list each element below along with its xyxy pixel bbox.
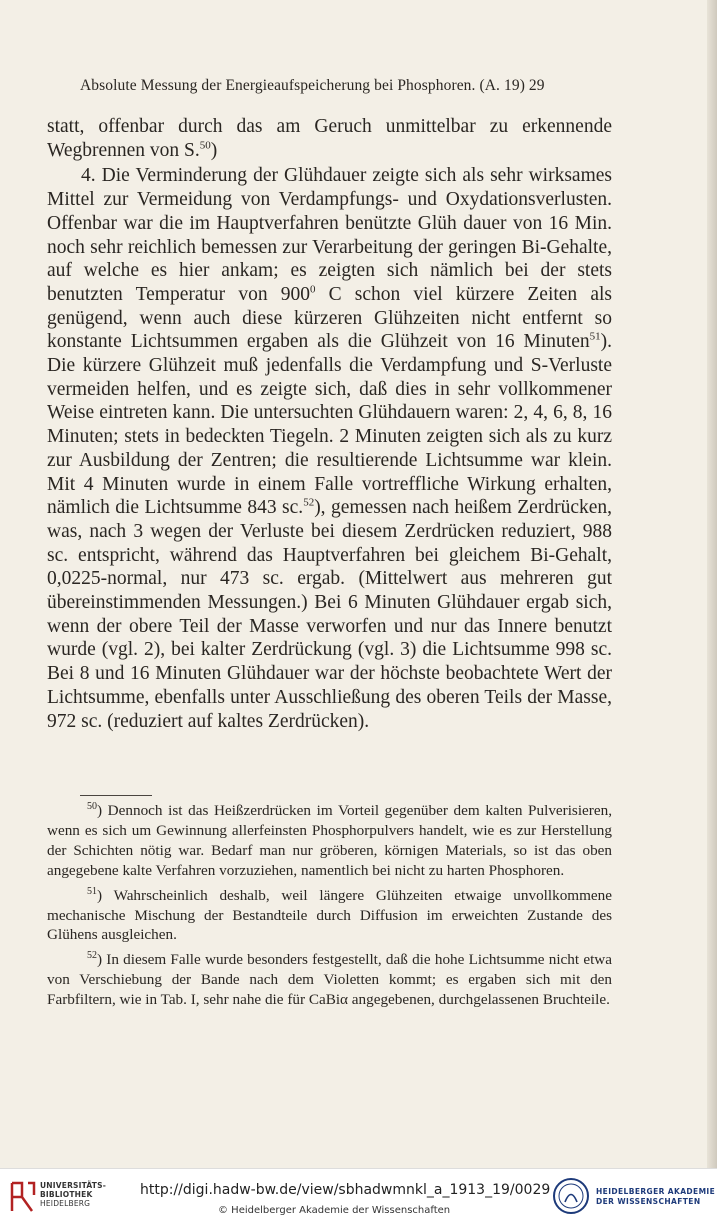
page-edge	[707, 0, 717, 1168]
academy-label: HEIDELBERGER AKADEMIE DER WISSENSCHAFTEN	[596, 1187, 716, 1206]
footnote-50: $^{50}$) Dennoch ist das Heißzerdrücken im Vorteil gegenüber dem kalten Pulverisieren, wenn es sich um Gewinnung allerfeinsten Phosphorpulvers handelt, wie es zur Herstellung der Schichten nötig war. Bedarf man nur gröberen, körnigen Materials, so ist das oben angegebene kalte Verfahren vorzuziehen, namentlich bei nicht zu harten Phosphoren.	[47, 800, 612, 879]
university-library-label: UNIVERSITÄTS- BIBLIOTHEK HEIDELBERG	[40, 1181, 107, 1208]
footer-bar	[0, 1168, 717, 1224]
university-library-logo-icon[interactable]	[8, 1179, 38, 1215]
footnotes	[47, 801, 612, 1015]
footnote-ref-50: 50	[199, 139, 211, 152]
main-text	[47, 115, 612, 733]
footnote-51: $^{51}$) Wahrscheinlich deshalb, weil längere Glühzeiten etwaige unvollkommene mechanische Mischung der Bestandteile durch Diffusion im erweichten Zustande des Glühens ausgleichen.	[47, 885, 612, 944]
paragraph-2: 4. Die Verminderung der Glühdauer zeigte sich als sehr wirksames Mittel zur Vermeidung von Verdampfungs- und Oxydationsverlusten. Offenbar war die im Hauptverfahren benützte Glüh dauer von 16 Min. noch sehr reichlich bemessen zur Verarbeitung der geringen Bi-Gehalte, auf welche es hier ankam; es zeigten sich nämlich bei der stets benutzten Temperatur von $900^0$ C schon viel kürzere Zeiten als genügend, wenn auch diese kürzeren Glühzeiten nicht entfernt so konstante Lichtsummen ergaben als die Glühzeit von 16 Minuten$^{51}$). Die kürzere Glühzeit muß jedenfalls die Verdampfung und S-Verluste vermeiden helfen, und es zeigte sich, daß dies in sehr vollkommener Weise eintreten kann. Die untersuchten Glühdauern waren: 2, 4, 6, 8, 16 Minuten; stets in bedeckten Tiegeln. 2 Minuten zeigten sich als zu kurz zur Ausbildung der Zentren; die resultierende Lichtsumme war klein. Mit 4 Minuten wurde in einem Falle vortreffliche Wirkung erhalten, nämlich die Lichtsumme 843 sc.$^{52}$), gemessen nach heißem Zerdrücken, was, nach 3 wegen der Verluste bei diesem Zerdrücken reduziert, 988 sc. entspricht, während das Hauptverfahren bei gleichem Bi-Gehalt, 0,0225-normal, nur 473 sc. ergab. (Mittelwert aus mehreren gut übereinstimmenden Messungen.) Bei 6 Minuten Glühdauer ergab sich, wenn der obere Teil der Masse verworfen und nur das Innere benutzt wurde (vgl. 2), bei kalter Zerdrückung (vgl. 3) die Lichtsumme 998 sc. Bei 8 und 16 Minuten Glühdauer war der höchste beobachtete Wert der Lichtsumme, ebenfalls unter Ausschließung des oberen Teils der Masse, 972 sc. (reduziert auf kaltes Zerdrücken).	[47, 165, 612, 732]
copyright-text: © Heidelberger Akademie der Wissenschaften	[218, 1205, 451, 1216]
degree-mark: 0	[309, 283, 316, 296]
footnote-52: $^{52}$) In diesem Falle wurde besonders festgestellt, daß die hohe Lichtsumme nicht etwa von Verschiebung der Bande nach dem Violetten kommt; es ergaben sich mit den Farbfiltern, wie in Tab. I, sehr nahe die für CaBiα angegebenen, durchgelassenen Bruchteile.	[47, 950, 612, 1009]
footnote-ref-51: 51	[589, 330, 601, 343]
footnote-ref-52: 52	[303, 496, 315, 509]
paragraph-1: statt, offenbar durch das am Geruch unmittelbar zu erkennende Wegbrennen von S.$^{50}$)	[47, 116, 612, 161]
running-head: Absolute Messung der Energieaufspeicherung bei Phosphoren. (A. 19) 29	[80, 77, 545, 94]
academy-seal-icon[interactable]	[552, 1177, 590, 1215]
footnote-separator	[80, 795, 152, 796]
permalink-url[interactable]: http://digi.hadw-bw.de/view/sbhadwmnkl_a_1913_19/0029	[140, 1182, 551, 1198]
